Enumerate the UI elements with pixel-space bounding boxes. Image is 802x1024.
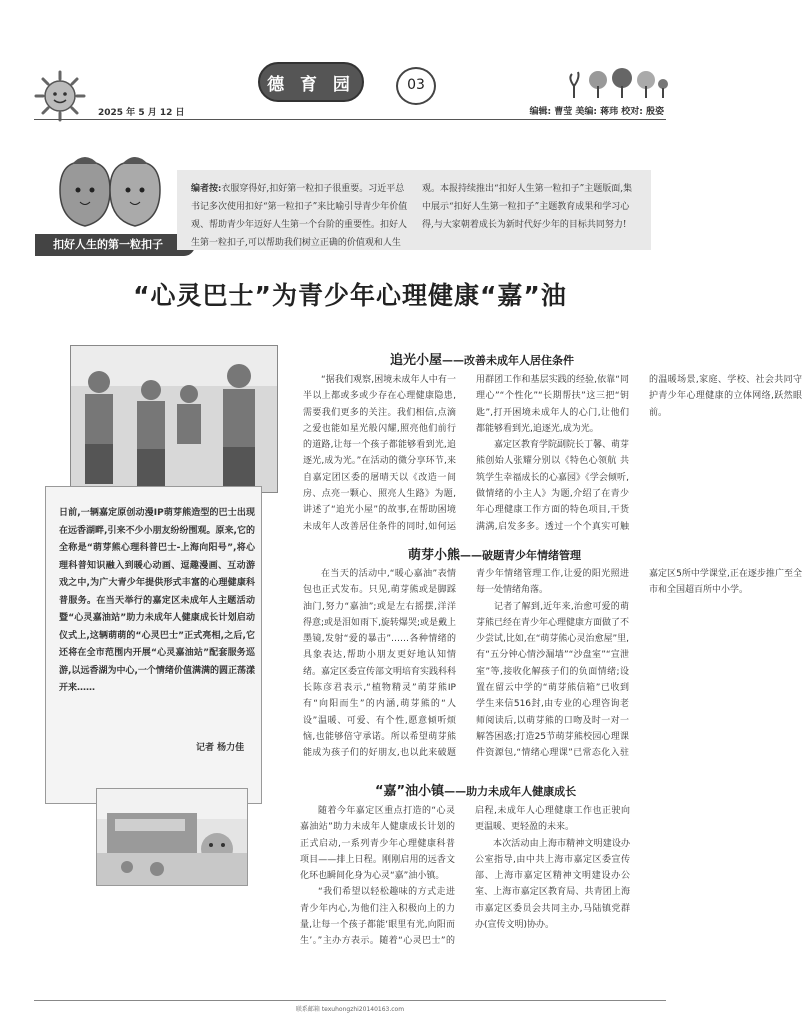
children-photo-image-icon <box>71 346 277 492</box>
section-2-body <box>303 566 802 762</box>
section-title-2 <box>408 544 581 563</box>
sun-mascot-icon <box>34 70 86 122</box>
lead-paragraph: 日前,一辆嘉定原创动漫IP萌芽熊造型的巴士出现在远香湖畔,引来不少小朋友纷纷围观。原来,它的全称是“萌芽熊心理科普巴士-上海向阳号”,将心理科普知识融入到暖心动画、逗趣漫画、互动游戏之中,为广大青少年提供形式丰富的心理健康科普服务。在当天举行的嘉定区未成年人主题活动暨“心灵嘉油站”助力未成年人健康成长计划启动仪式上,这辆萌萌的“心灵巴士”正式亮相,之后,它还将在全市范围内开展“心灵嘉油站”配套服务巡游,以远香湖为中心,一个情绪价值满满的圆正荡漾开来…… <box>59 508 255 693</box>
section-title-1 <box>390 349 574 368</box>
header-rule <box>34 119 666 120</box>
editor-note-box <box>177 170 651 250</box>
reporter-byline: 记者 杨力佳 <box>196 743 245 753</box>
section-3-title-sub: ——助力未成年人健康成长 <box>444 785 577 798</box>
article-headline: “心灵巴士”为青少年心理健康“嘉”油 <box>133 281 567 310</box>
series-tagline: 扣好人生的第一粒扣子 <box>35 234 195 256</box>
footer-contact: 联系邮箱 texuhongzhi20140163.com <box>295 1006 405 1013</box>
section-1-paragraph: 嘉定区教育学院副院长丁馨、萌芽熊创始人张耀分别以《特色心领航 共筑学生幸福成长的心嘉园》《学会倾听,做情绪的小主人》为题,介绍了在青少年心理健康工作方面的特色项目,干货满满,启发多多。透过一个个真实可触的温暖场景,家庭、学校、社会共同守护青少年心理健康的立体网络,跃然眼前。 <box>476 375 802 532</box>
section-3-body <box>300 803 630 969</box>
section-1-title-main: 追光小屋 <box>390 353 443 368</box>
editor-note-body: 衣服穿得好,扣好第一粒扣子很重要。习近平总书记多次使用扣好“第一粒扣子”来比喻引导青少年价值观、帮助青少年迈好人生第一个台阶的重要性。扣好人生第一粒扣子,可以帮助我们树立正确的价值观和人生观。本报持续推出“扣好人生第一粒扣子”主题版面,集中展示“扣好人生第一粒扣子”主题教育成果和学习心得,与大家朝着成长为新时代好少年的目标共同努力! <box>191 184 633 248</box>
column-badge <box>258 62 364 102</box>
section-title-3 <box>375 780 576 799</box>
children-photo <box>70 345 278 493</box>
section-3-paragraph: “我们希望以轻松趣味的方式走进青少年内心,为他们注入积极向上的力量,让每一个孩子都能‘眼里有光,向阳而生’。”主办方表示。随着“心灵巴士”的启程,未成年人心理健康工作也正驶向更温暖、更轻盈的未来。 <box>300 806 630 947</box>
section-3-paragraph: 随着今年嘉定区重点打造的“心灵嘉油站”助力未成年人健康成长计划的正式启动,一系列青少年心理健康科普项目——排上日程。刚刚启用的远香文化环也瞬间化身为心灵“嘉”油小镇。 <box>300 806 455 882</box>
bus-photo <box>96 788 248 886</box>
column-name: 德 育 园 <box>267 75 355 95</box>
editor-credits: 编辑: 曹莹 美编: 蒋玮 校对: 殷姿 <box>529 107 664 117</box>
page-number: 03 <box>396 67 436 105</box>
strawberry-mascots-icon <box>40 150 180 230</box>
footer-rule <box>34 1000 666 1001</box>
section-1-paragraph: “据我们观察,困境未成年人中有一半以上都或多或少存在心理健康隐患,需要我们更多的关注。我们相信,点滴之爱也能如星光般闪耀,照亮他们前行的道路,让每一个孩子都能够看到光,追逐光,成为光。”在活动的微分享环节,来自嘉定团区委的屠晴天以《改造一间房、点亮一颗心、照亮人生路》为题,讲述了“追光小屋”的故事,在帮助困境未成年人改善居住条件的同时,如何运用群团工作和基层实践的经验,依靠“同理心”“个性化”“长期帮扶”这三把“钥匙”,打开困境未成年人的心门,让他们都能够看到光,追逐光,成为光。 <box>303 375 629 532</box>
bus-photo-image-icon <box>97 789 247 885</box>
section-2-title-sub: ——破题青少年情绪管理 <box>460 549 582 562</box>
section-2-paragraph: 在当天的活动中,“暖心嘉油”表情包也正式发布。只见,萌芽熊或是脚踩油门,努力“嘉油”;或是左右摇摆,洋洋得意;或是泪如雨下,旋转爆哭;或是戴上墨镜,发射“爱的暴击”……各种情绪的具象表达,帮助小朋友更好地认知情绪。嘉定区委宣传部文明培育实践科科长陈彦君表示,“植物精灵”萌芽熊IP有“向阳而生”的内涵,萌芽熊的“人设”温暖、可爱、有个性,愿意倾听烦恼,也能够倍守承诺。所以希望萌芽熊能成为孩子们的好朋友,也以此来破题青少年情绪管理工作,让爱的阳光照进每一处情绪角落。 <box>303 569 629 759</box>
section-3-title-main: “嘉”油小镇 <box>375 784 445 799</box>
section-3-paragraph: 本次活动由上海市精神文明建设办公室指导,由中共上海市嘉定区委宣传部、上海市嘉定区精神文明建设办公室、上海市嘉定区教育局、共青团上海市嘉定区委员会共同主办,马陆镇党群办(宣传文明)协办。 <box>475 838 630 931</box>
trees-decoration-icon <box>568 64 668 98</box>
section-1-title-sub: ——改善未成年人居住条件 <box>442 354 575 367</box>
section-2-paragraph: 记者了解到,近年来,治愈可爱的萌芽熊已经在青少年心理健康方面做了不少尝试,比如,在“萌芽熊心灵治愈屋”里,有“五分钟心情沙漏墙”“沙盘室”“宣泄室”等,接收化解孩子们的负面情绪;设置在留云中学的“萌芽熊信箱”已收到学生来信516封,由专业的心理咨询老师阅读后,以萌芽熊的口吻及时一对一解答困惑;打造25节萌芽熊校园心理课件资源包,“情绪心理课”已常态化入驻嘉定区5所中学课堂,正在逐步推广至全市和全国超百所中小学。 <box>476 569 802 759</box>
issue-date: 2025 年 5 月 12 日 <box>98 108 185 118</box>
editor-note-label: 编者按: <box>191 184 222 194</box>
section-1-body <box>303 372 802 538</box>
section-2-title-main: 萌芽小熊 <box>408 548 461 563</box>
editor-note-text <box>191 180 639 252</box>
